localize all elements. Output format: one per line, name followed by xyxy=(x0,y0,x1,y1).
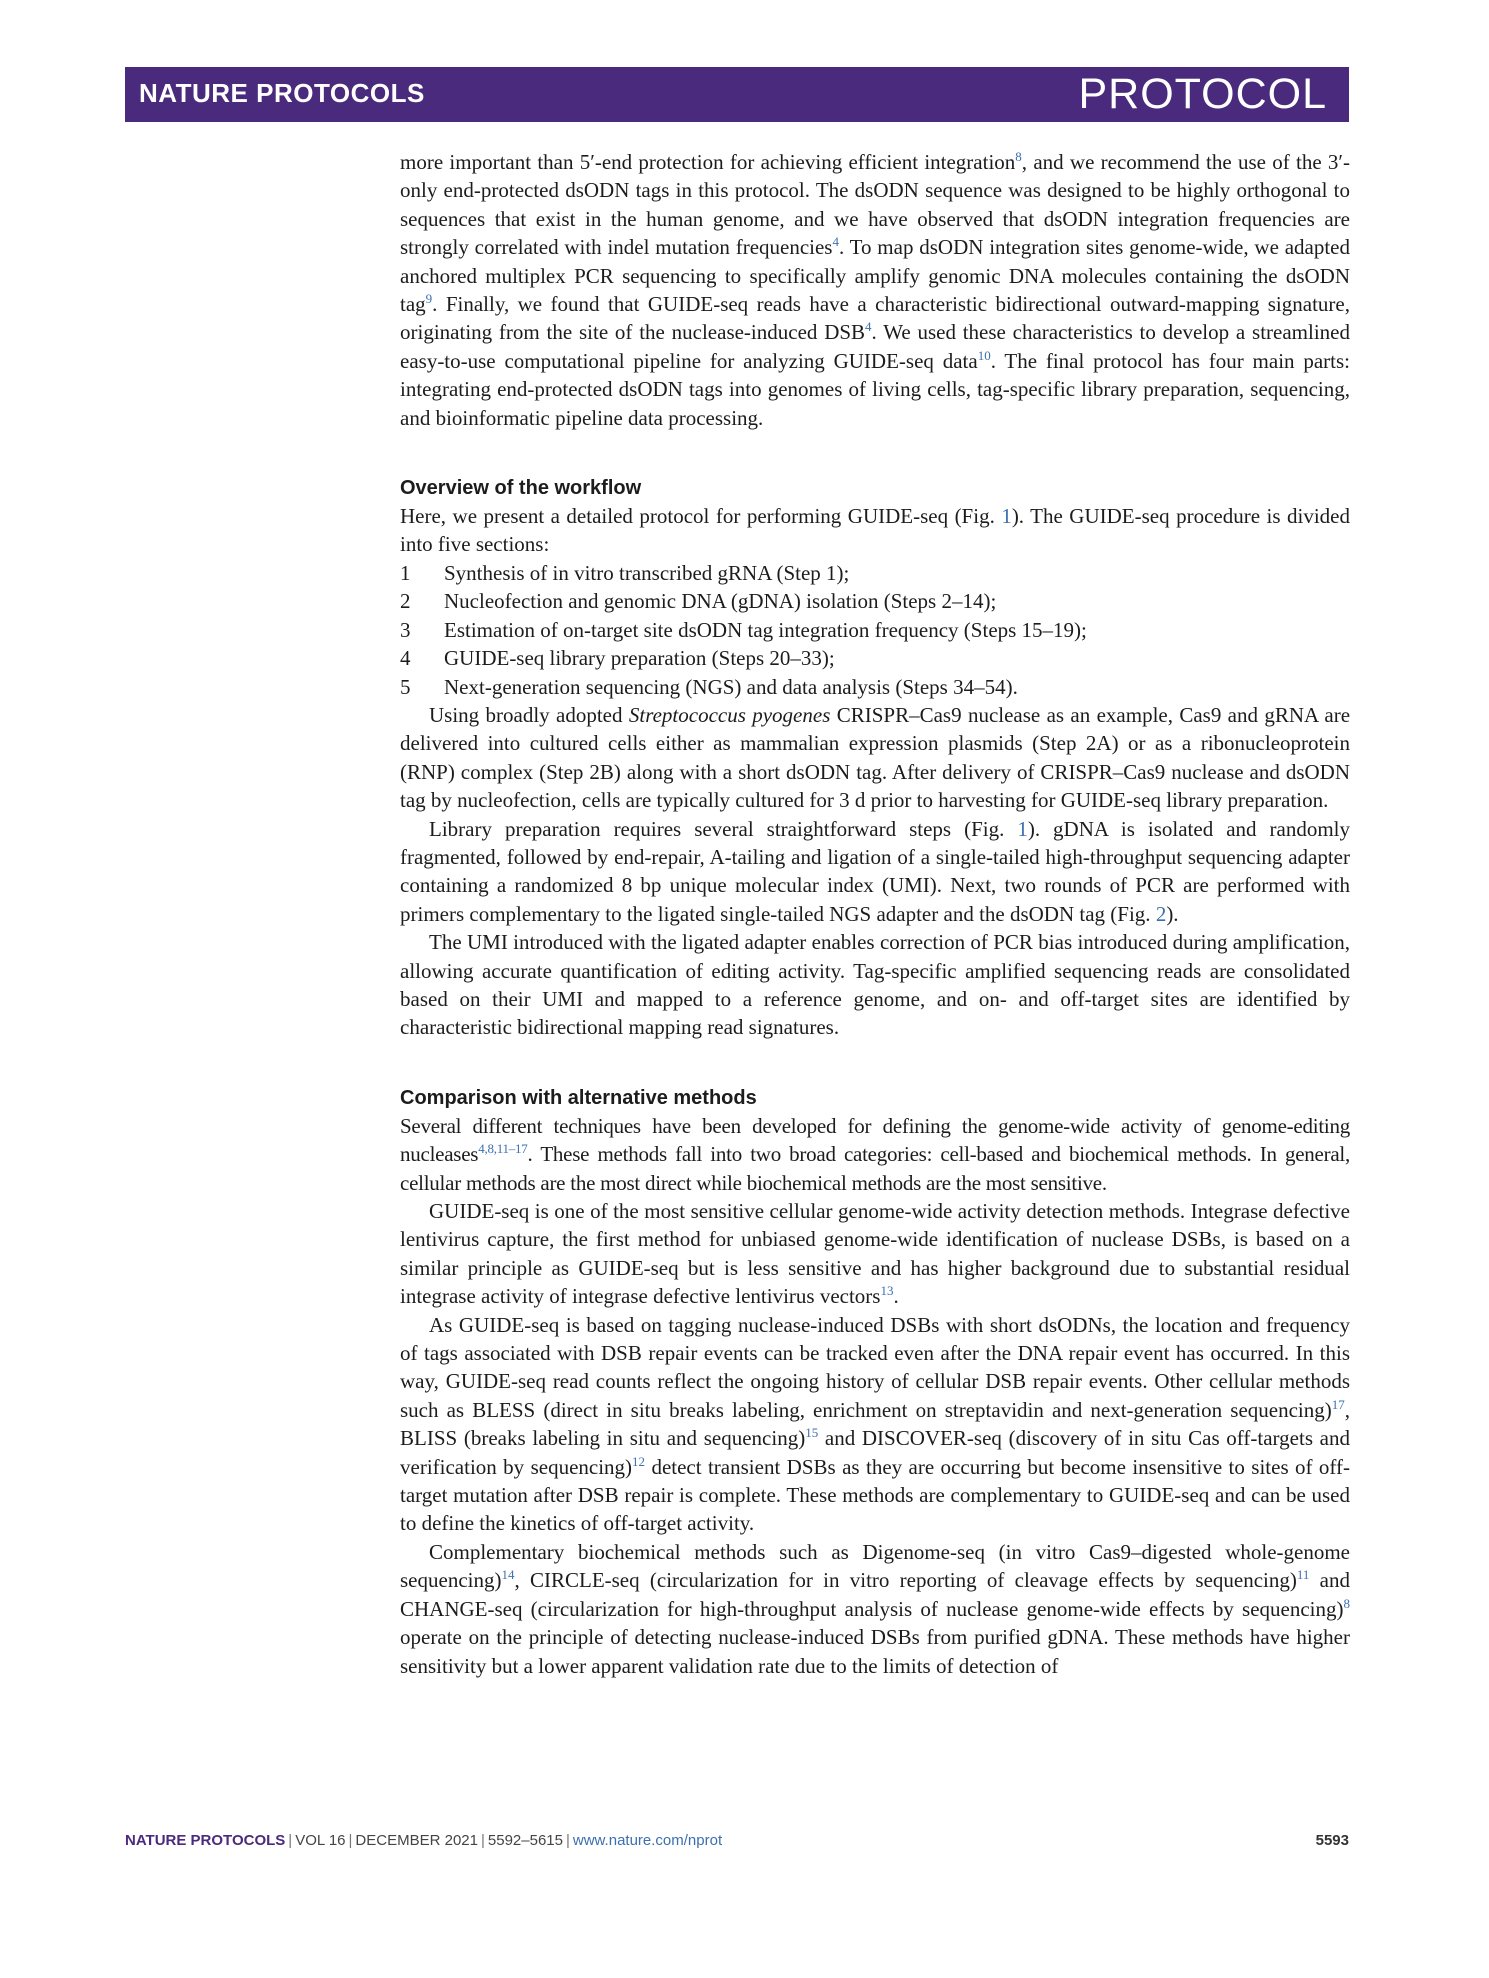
list-item: 5 Next-generation sequencing (NGS) and data analysis (Steps 34–54). xyxy=(400,674,1018,699)
citation-ref[interactable]: 12 xyxy=(632,1453,646,1469)
comparison-paragraph-1: Several different techniques have been developed for defining the genome-wide activity of genome-editing nucleases$^{4,8,11-17}$. These methods fall into two broad categories: cell-based and biochemical methods. In general, cellular methods are the most direct while biochemical methods are the most sensitive. xyxy=(400,1113,1350,1195)
citation-ref[interactable]: 9 xyxy=(425,291,433,307)
workflow-paragraph-delivery: Using broadly adopted Streptococcus pyogenes CRISPR–Cas9 nuclease as an example, Cas9 and gRNA are delivered into cultured cells either as mammalian expression plasmids (Step 2A) or as a ribonucleoprotein (RNP) complex (Step 2B) along with a short dsODN tag. After delivery of CRISPR–Cas9 nuclease and dsODN tag by nucleofection, cells are typically cultured for 3 d prior to harvesting for GUIDE-seq library preparation. xyxy=(400,702,1351,813)
citation-ref[interactable]: 11 xyxy=(1296,1567,1310,1583)
comparison-paragraph-3: As GUIDE-seq is based on tagging nuclease-induced DSBs with short dsODNs, the location and frequency of tags associated with DSB repair events can be tracked even after the DNA repair event has occurred. In this way, GUIDE-seq read counts reflect the ongoing history of cellular DSB repair events. Other cellular methods such as BLESS (direct in situ breaks labeling, enrichment on streptavidin and next-generation sequencing)$^{17}$, BLISS (breaks labeling in situ and sequencing)$^{15}$ and DISCOVER-seq (discovery of in situ Cas off-targets and verification by sequencing)$^{12}$ detect transient DSBs as they are occurring but become insensitive to sites of off-target mutation after DSB repair is complete. These methods are complementary to GUIDE-seq and can be used to define the kinetics of off-target activity. xyxy=(400,1312,1351,1536)
citation-ref[interactable]: 17 xyxy=(1331,1396,1345,1412)
page-footer xyxy=(125,1832,1349,1849)
section-heading-comparison: Comparison with alternative methods xyxy=(400,1086,757,1109)
footer-volume: VOL 16 xyxy=(295,1832,346,1849)
list-item: 2 Nucleofection and genomic DNA (gDNA) isolation (Steps 2–14); xyxy=(400,589,997,614)
workflow-paragraph-library: Library preparation requires several straightforward steps (Fig. 1). gDNA is isolated and randomly fragmented, followed by end-repair, A-tailing and ligation of a single-tailed high-throughput sequencing adapter containing a randomized 8 bp unique molecular index (UMI). Next, two rounds of PCR are performed with primers complementary to the ligated single-tailed NGS adapter and the dsODN tag (Fig. 2). xyxy=(400,816,1350,926)
footer-separator: | xyxy=(288,1832,293,1849)
comparison-paragraph-4: Complementary biochemical methods such as Digenome-seq (in vitro Cas9–digested whole-genome sequencing)$^{14}$, CIRCLE-seq (circularization for in vitro reporting of cleavage effects by sequencing)$^{11}$ and CHANGE-seq (circularization for high-throughput analysis of nuclease genome-wide effects by sequencing)$^8$ operate on the principle of detecting nuclease-induced DSBs from purified gDNA. These methods have higher sensitivity but a lower apparent validation rate due to the limits of detection of xyxy=(400,1539,1350,1678)
footer-separator: | xyxy=(480,1832,485,1849)
citation-ref[interactable]: 14 xyxy=(501,1567,515,1583)
species-name: Streptococcus pyogenes xyxy=(628,702,831,727)
page-number: 5593 xyxy=(1315,1832,1349,1849)
journal-name: NATURE PROTOCOLS xyxy=(139,78,425,108)
list-item: 1 Synthesis of in vitro transcribed gRNA (Step 1); xyxy=(400,560,850,585)
workflow-intro: Here, we present a detailed protocol for performing GUIDE-seq (Fig. 1). The GUIDE-seq procedure is divided into five sections: xyxy=(400,504,1350,557)
footer-journal: NATURE PROTOCOLS xyxy=(125,1832,286,1849)
footer-date: DECEMBER 2021 xyxy=(355,1832,478,1849)
citation-ref[interactable]: 8 xyxy=(1015,149,1022,164)
workflow-steps-list xyxy=(400,559,1350,701)
footer-separator: | xyxy=(348,1832,353,1849)
citation-ref[interactable]: 8 xyxy=(1343,1595,1350,1611)
citation-ref[interactable]: 15 xyxy=(805,1425,819,1441)
article-body xyxy=(400,148,1350,1680)
section-heading-workflow: Overview of the workflow xyxy=(400,477,642,500)
citation-ref[interactable]: 13 xyxy=(880,1283,894,1299)
footer-separator: | xyxy=(565,1832,570,1849)
citation-ref[interactable]: 4 xyxy=(865,319,872,335)
comparison-paragraph-2: GUIDE-seq is one of the most sensitive cellular genome-wide activity detection methods. Integrase defective lentivirus capture, the first method for unbiased genome-wide identification of nuclease DSBs, is based on a similar principle as GUIDE-seq but is less sensitive and has higher background due to substantial residual integrase activity of integrase defective lentivirus vectors$^{13}$. xyxy=(400,1199,1350,1309)
article-type: PROTOCOL xyxy=(1078,70,1327,118)
figure-link[interactable]: 2 xyxy=(1155,901,1167,926)
footer-url-link[interactable]: www.nature.com/nprot xyxy=(572,1832,723,1849)
citation-ref[interactable]: 4,8,11–17 xyxy=(478,1141,528,1157)
figure-link[interactable]: 1 xyxy=(1017,816,1028,841)
workflow-paragraph-umi: The UMI introduced with the ligated adapter enables correction of PCR bias introduced during amplification, allowing accurate quantification of editing activity. Tag-specific amplified sequencing reads are consolidated based on their UMI and mapped to a reference genome, and on- and off-target sites are identified by characteristic bidirectional mapping read signatures. xyxy=(400,930,1350,1040)
list-item: 3 Estimation of on-target site dsODN tag integration frequency (Steps 15–19); xyxy=(400,617,1087,642)
footer-pages: 5592–5615 xyxy=(487,1832,563,1849)
citation-ref[interactable]: 4 xyxy=(832,234,839,250)
figure-link[interactable]: 1 xyxy=(1001,504,1012,529)
intro-paragraph: more important than 5′-end protection for achieving efficient integration$^8$, and we recommend the use of the 3′-only end-protected dsODN tags in this protocol. The dsODN sequence was designed to be highly orthogonal to sequences that exist in the human genome, and we have observed that dsODN integration frequencies are strongly correlated with indel mutation frequencies$^4$. To map dsODN integration sites genome-wide, we adapted anchored multiplex PCR sequencing to specifically amplify genomic DNA molecules containing the dsODN tag$^9$. Finally, we found that GUIDE-seq reads have a characteristic bidirectional outward-mapping signature, originating from the site of the nuclease-induced DSB$^4$. We used these characteristics to develop a streamlined easy-to-use computational pipeline for analyzing GUIDE-seq data$^{10}$. The final protocol has four main parts: integrating end-protected dsODN tags into genomes of living cells, tag-specific library preparation, sequencing, and bioinformatic pipeline data processing. xyxy=(400,149,1350,430)
list-item: 4 GUIDE-seq library preparation (Steps 20–33); xyxy=(400,646,835,671)
journal-header-bar xyxy=(125,67,1349,122)
citation-ref[interactable]: 10 xyxy=(977,347,991,363)
